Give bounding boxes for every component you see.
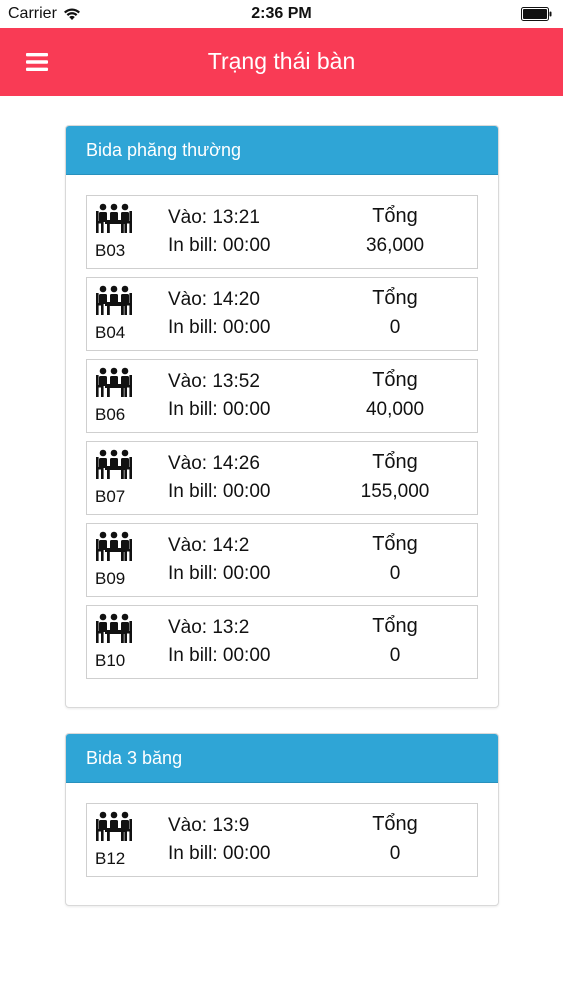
bill-time: In bill: 00:00 xyxy=(168,481,271,502)
carrier-label: Carrier xyxy=(8,5,57,22)
entry-time: Vào: 13:9 xyxy=(168,815,250,836)
bill-time: In bill: 00:00 xyxy=(168,843,271,864)
total-value: 0 xyxy=(389,317,401,338)
clock: 2:36 PM xyxy=(251,5,312,22)
total-value: 0 xyxy=(389,843,401,864)
table-name: B03 xyxy=(95,241,126,260)
people-at-table-icon xyxy=(96,613,132,643)
total-label: Tổng xyxy=(372,205,418,227)
table-name: B09 xyxy=(95,569,126,588)
table-name: B04 xyxy=(95,323,126,342)
table-row-b12[interactable] xyxy=(86,803,478,877)
table-group-panel xyxy=(65,125,499,708)
table-name: B12 xyxy=(95,849,126,868)
bill-time: In bill: 00:00 xyxy=(168,399,271,420)
total-label: Tổng xyxy=(372,533,418,555)
bill-time: In bill: 00:00 xyxy=(168,317,271,338)
table-name: B10 xyxy=(95,651,126,670)
total-label: Tổng xyxy=(372,615,418,637)
total-value: 0 xyxy=(389,645,401,666)
table-row-b09[interactable] xyxy=(86,523,478,597)
table-list xyxy=(66,783,498,905)
total-label: Tổng xyxy=(372,369,418,391)
entry-time: Vào: 14:2 xyxy=(168,535,250,556)
table-row-b07[interactable] xyxy=(86,441,478,515)
total-value: 155,000 xyxy=(360,481,430,502)
total-label: Tổng xyxy=(372,451,418,473)
people-at-table-icon xyxy=(96,531,132,561)
battery-icon xyxy=(521,7,553,21)
page-title: Trạng thái bàn xyxy=(207,48,356,74)
table-row-b03[interactable] xyxy=(86,195,478,269)
people-at-table-icon xyxy=(96,203,132,233)
app-header xyxy=(0,28,563,96)
table-row-b06[interactable] xyxy=(86,359,478,433)
entry-time: Vào: 14:26 xyxy=(168,453,260,474)
table-group-heading: Bida phăng thường xyxy=(66,126,498,175)
total-value: 36,000 xyxy=(365,235,425,256)
total-label: Tổng xyxy=(372,287,418,309)
entry-time: Vào: 13:52 xyxy=(168,371,260,392)
status-bar xyxy=(0,0,563,28)
people-at-table-icon xyxy=(96,811,132,841)
total-value: 40,000 xyxy=(365,399,425,420)
table-name: B06 xyxy=(95,405,126,424)
table-row-b04[interactable] xyxy=(86,277,478,351)
entry-time: Vào: 13:2 xyxy=(168,617,250,638)
entry-time: Vào: 14:20 xyxy=(168,289,260,310)
total-value: 0 xyxy=(389,563,401,584)
table-list xyxy=(66,175,498,707)
bill-time: In bill: 00:00 xyxy=(168,645,271,666)
table-group-heading: Bida 3 băng xyxy=(66,734,498,783)
people-at-table-icon xyxy=(96,285,132,315)
people-at-table-icon xyxy=(96,449,132,479)
total-label: Tổng xyxy=(372,813,418,835)
entry-time: Vào: 13:21 xyxy=(168,207,260,228)
bill-time: In bill: 00:00 xyxy=(168,563,271,584)
table-group-panel xyxy=(65,733,499,906)
table-name: B07 xyxy=(95,487,126,506)
people-at-table-icon xyxy=(96,367,132,397)
table-row-b10[interactable] xyxy=(86,605,478,679)
bill-time: In bill: 00:00 xyxy=(168,235,271,256)
